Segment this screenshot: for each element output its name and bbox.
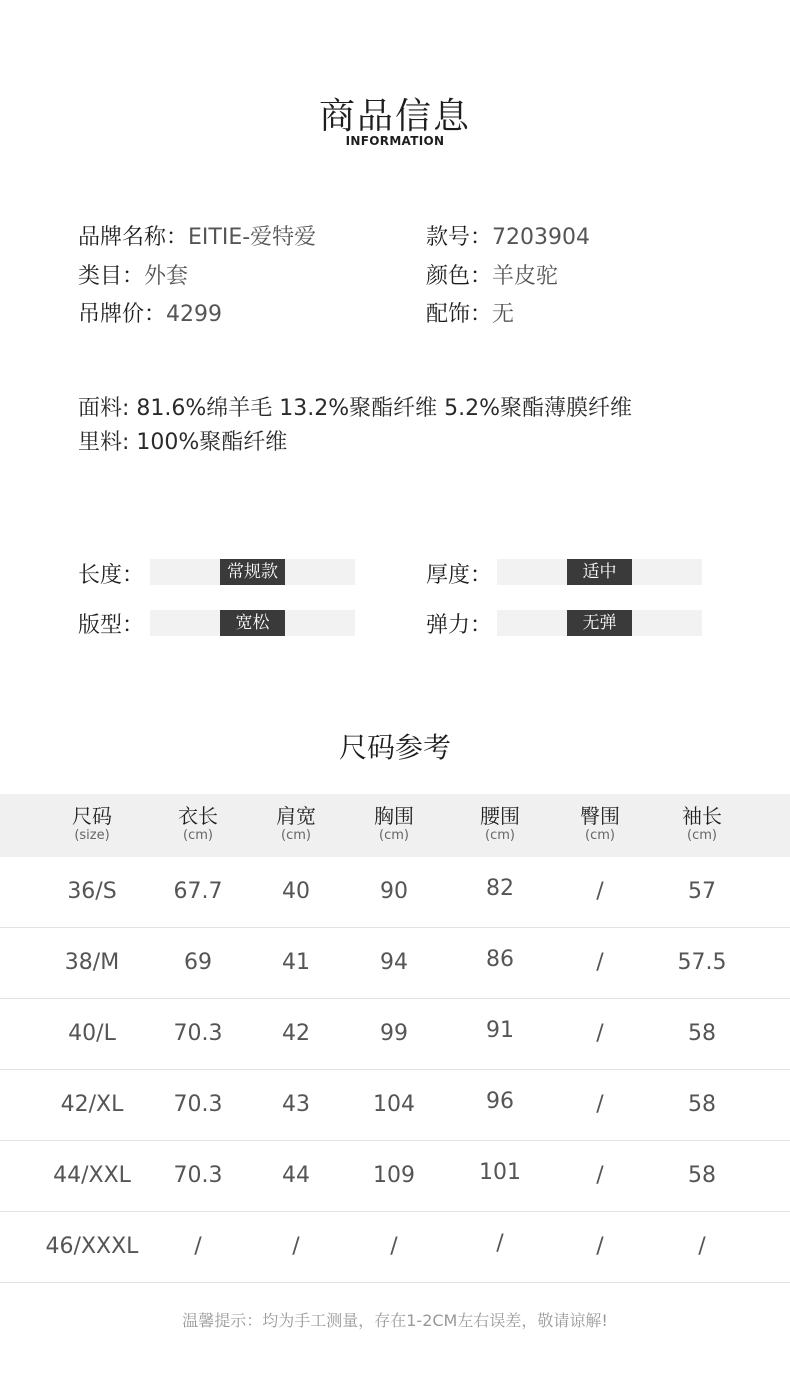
table-cell: 58 bbox=[688, 1092, 716, 1117]
table-cell: / bbox=[390, 1234, 398, 1259]
thickness-label: 厚度： bbox=[426, 563, 493, 588]
table-cell: / bbox=[698, 1234, 706, 1259]
thickness-chip: 适中 bbox=[567, 559, 632, 585]
table-cell: 38/M bbox=[64, 950, 120, 975]
table-cell: 99 bbox=[380, 1021, 408, 1046]
table-cell: / bbox=[596, 950, 604, 975]
table-cell: 36/S bbox=[67, 879, 117, 904]
table-row bbox=[0, 1070, 790, 1141]
table-cell: 42/XL bbox=[60, 1092, 124, 1117]
table-cell: 70.3 bbox=[173, 1163, 223, 1188]
table-cell: 96 bbox=[486, 1089, 514, 1114]
header-cn: 衣长 bbox=[178, 804, 218, 828]
color-row bbox=[426, 262, 558, 292]
size-table-header bbox=[0, 794, 790, 857]
header-cn: 尺码 bbox=[72, 804, 112, 828]
table-cell: 86 bbox=[486, 947, 514, 972]
header-shoulder bbox=[246, 794, 346, 857]
header-cn: 肩宽 bbox=[276, 804, 316, 828]
table-cell: 43 bbox=[282, 1092, 310, 1117]
table-cell: 57 bbox=[688, 879, 716, 904]
table-cell: 58 bbox=[688, 1021, 716, 1046]
table-cell: 58 bbox=[688, 1163, 716, 1188]
table-row bbox=[0, 1212, 790, 1283]
fit-label: 版型： bbox=[78, 613, 145, 638]
header-sleeve bbox=[652, 794, 752, 857]
length-chip: 常规款 bbox=[220, 559, 285, 585]
table-cell: 40 bbox=[282, 879, 310, 904]
accessory-label: 配饰： bbox=[426, 302, 493, 327]
measurement-note: 温馨提示：均为手工测量，存在1-2CM左右误差，敬请谅解! bbox=[182, 1311, 608, 1330]
table-row bbox=[0, 857, 790, 928]
accessory-row bbox=[426, 300, 514, 330]
table-cell: 40/L bbox=[68, 1021, 116, 1046]
length-label: 长度： bbox=[78, 563, 145, 588]
table-cell: / bbox=[596, 879, 604, 904]
header-unit: (cm) bbox=[585, 828, 615, 843]
table-row bbox=[0, 928, 790, 999]
table-cell: / bbox=[194, 1234, 202, 1259]
table-cell: 44 bbox=[282, 1163, 310, 1188]
table-row bbox=[0, 999, 790, 1070]
table-cell: 109 bbox=[373, 1163, 415, 1188]
table-cell: 46/XXXL bbox=[45, 1234, 139, 1259]
table-cell: 90 bbox=[380, 879, 408, 904]
elasticity-label: 弹力： bbox=[426, 613, 493, 638]
color-label: 颜色： bbox=[426, 264, 493, 289]
table-cell: 67.7 bbox=[173, 879, 223, 904]
price-row bbox=[78, 300, 222, 330]
table-cell: 70.3 bbox=[173, 1092, 223, 1117]
accessory-value: 无 bbox=[492, 302, 515, 327]
elasticity-chip: 无弹 bbox=[567, 610, 632, 636]
table-cell: 94 bbox=[380, 950, 408, 975]
header-hip bbox=[550, 794, 650, 857]
category-value: 外套 bbox=[144, 264, 189, 289]
header-unit: (cm) bbox=[183, 828, 213, 843]
brand-value: EITIE-爱特爱 bbox=[188, 225, 317, 250]
header-unit: (size) bbox=[74, 828, 110, 843]
table-cell: / bbox=[596, 1092, 604, 1117]
header-length bbox=[148, 794, 248, 857]
header-unit: (cm) bbox=[485, 828, 515, 843]
table-cell: 82 bbox=[486, 876, 514, 901]
table-cell: 41 bbox=[282, 950, 310, 975]
table-cell: / bbox=[596, 1021, 604, 1046]
header-size bbox=[42, 794, 142, 857]
table-cell: 104 bbox=[373, 1092, 415, 1117]
header-unit: (cm) bbox=[379, 828, 409, 843]
style-value: 7203904 bbox=[492, 225, 590, 250]
header-waist bbox=[450, 794, 550, 857]
header-cn: 胸围 bbox=[374, 804, 414, 828]
size-table-title: 尺码参考 bbox=[338, 731, 451, 764]
fit-chip: 宽松 bbox=[220, 610, 285, 636]
page-subtitle: INFORMATION bbox=[345, 134, 445, 148]
table-cell: 69 bbox=[184, 950, 212, 975]
table-cell: / bbox=[596, 1163, 604, 1188]
fabric-shell: 面料: 81.6%绵羊毛 13.2%聚酯纤维 5.2%聚酯薄膜纤维 bbox=[78, 396, 633, 421]
table-cell: / bbox=[292, 1234, 300, 1259]
price-value: 4299 bbox=[166, 302, 223, 327]
price-label: 吊牌价： bbox=[78, 302, 167, 327]
style-label: 款号： bbox=[426, 225, 493, 250]
table-cell: 91 bbox=[486, 1018, 514, 1043]
category-label: 类目： bbox=[78, 264, 145, 289]
style-row bbox=[426, 223, 590, 253]
category-row bbox=[78, 262, 188, 292]
table-cell: / bbox=[596, 1234, 604, 1259]
color-value: 羊皮驼 bbox=[492, 264, 559, 289]
header-cn: 腰围 bbox=[480, 804, 520, 828]
table-cell: 42 bbox=[282, 1021, 310, 1046]
header-chest bbox=[344, 794, 444, 857]
header-cn: 袖长 bbox=[682, 804, 722, 828]
header-unit: (cm) bbox=[281, 828, 311, 843]
fabric-lining: 里料: 100%聚酯纤维 bbox=[78, 430, 288, 455]
brand-row bbox=[78, 223, 316, 253]
brand-label: 品牌名称： bbox=[78, 225, 189, 250]
header-unit: (cm) bbox=[687, 828, 717, 843]
table-cell: 44/XXL bbox=[53, 1163, 131, 1188]
table-cell: / bbox=[496, 1231, 504, 1256]
page-title: 商品信息 bbox=[318, 96, 471, 137]
header-cn: 臀围 bbox=[580, 804, 620, 828]
table-cell: 101 bbox=[479, 1160, 521, 1185]
table-cell: 57.5 bbox=[677, 950, 727, 975]
table-row bbox=[0, 1141, 790, 1212]
table-cell: 70.3 bbox=[173, 1021, 223, 1046]
